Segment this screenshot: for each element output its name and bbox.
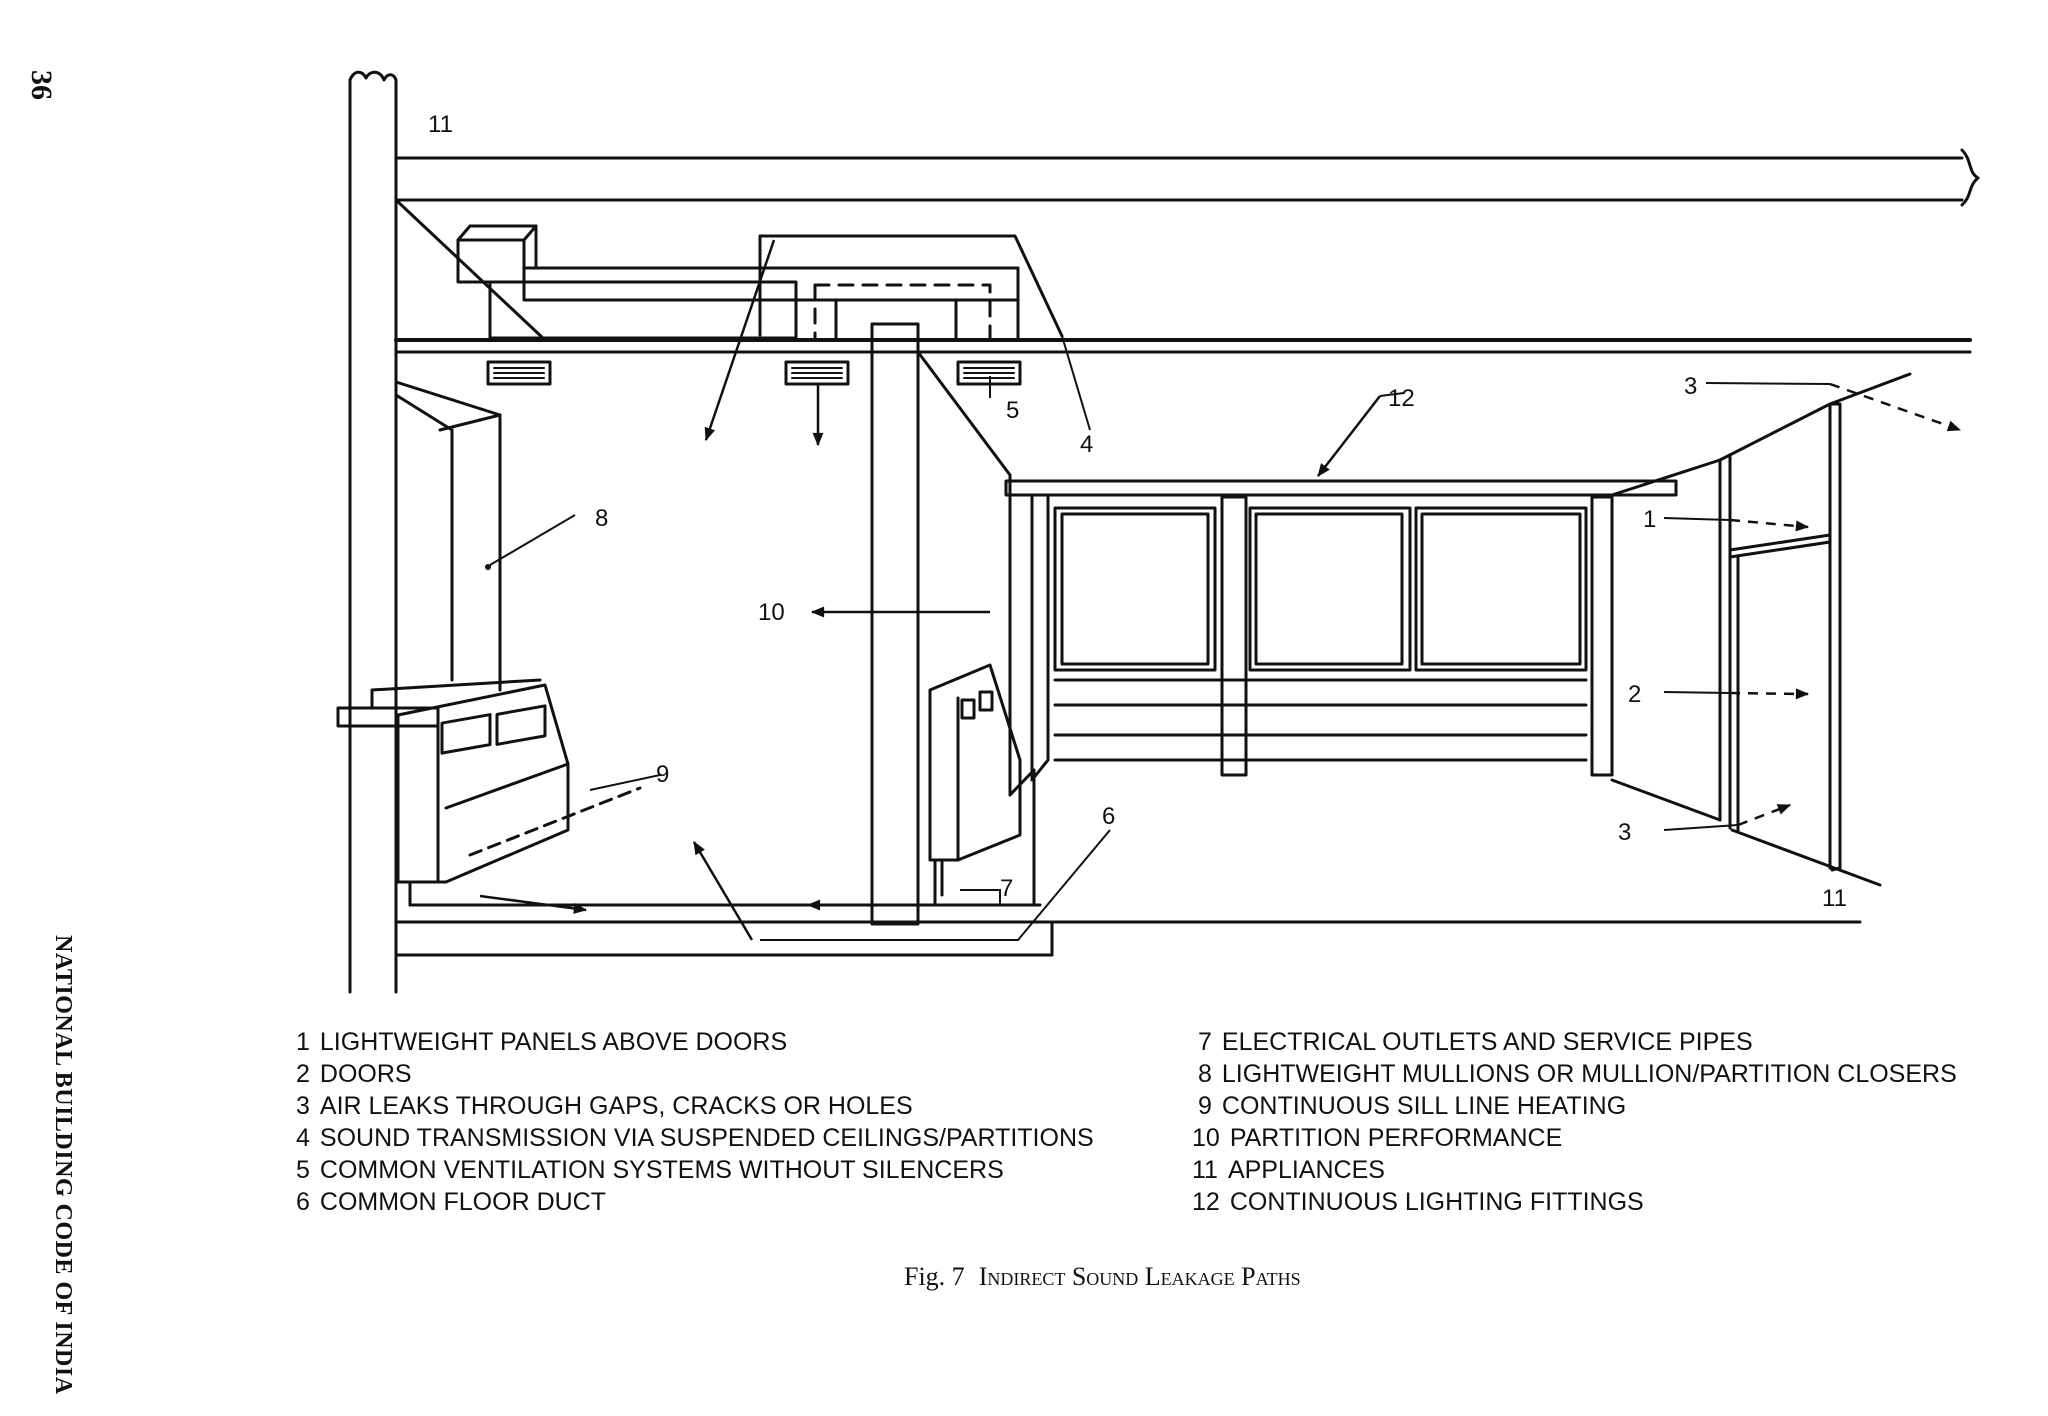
legend-item: 8 LIGHTWEIGHT MULLIONS OR MULLION/PARTITION CLOSERS xyxy=(1198,1060,1957,1088)
page-number: 36 xyxy=(25,70,58,100)
suspended-ceiling xyxy=(396,200,1970,352)
callout-9: 9 xyxy=(656,761,670,788)
legend-item: 7 ELECTRICAL OUTLETS AND SERVICE PIPES xyxy=(1198,1028,1753,1056)
callout-4: 4 xyxy=(1080,431,1094,458)
arrow-3-bottom xyxy=(1738,805,1790,825)
callout-3-bottom: 3 xyxy=(1618,819,1632,846)
callout-11-top: 11 xyxy=(428,111,453,138)
leader-7 xyxy=(960,890,1000,905)
legend-item: 4 SOUND TRANSMISSION VIA SUSPENDED CEILINGS/PARTITIONS xyxy=(296,1124,1094,1152)
legend-item: 11 APPLIANCES xyxy=(1192,1156,1385,1184)
arrow-6 xyxy=(694,842,752,940)
callout-7: 7 xyxy=(1000,875,1014,902)
window-wall xyxy=(1032,460,1720,820)
callout-10: 10 xyxy=(758,599,785,626)
callout-3-top: 3 xyxy=(1684,373,1698,400)
door-frame xyxy=(1720,374,1910,885)
legend-item: 10 PARTITION PERFORMANCE xyxy=(1192,1124,1563,1152)
callout-5: 5 xyxy=(1006,397,1020,424)
arrow-9 xyxy=(480,896,586,910)
ceiling-grille-left xyxy=(488,362,550,384)
leader-8 xyxy=(490,515,575,565)
callout-2: 2 xyxy=(1628,681,1642,708)
floor-duct xyxy=(396,770,1860,955)
upper-floor-slab xyxy=(396,150,1978,205)
legend-left xyxy=(296,1028,1094,1216)
right-heater-unit xyxy=(930,665,1020,905)
legend-right xyxy=(1192,1028,1957,1216)
left-heater-unit xyxy=(398,685,640,905)
arrow-2 xyxy=(1730,693,1808,694)
leader-9 xyxy=(590,775,660,790)
running-head: NATIONAL BUILDING CODE OF INDIA xyxy=(50,935,76,1395)
figure-caption xyxy=(904,1262,1301,1291)
leader-4 xyxy=(1062,336,1090,430)
leader-3-top xyxy=(1706,383,1830,384)
legend-item: 9 CONTINUOUS SILL LINE HEATING xyxy=(1198,1092,1627,1120)
callout-1: 1 xyxy=(1643,506,1657,533)
ceiling-grille-middle xyxy=(786,362,848,384)
ventilation-duct xyxy=(458,226,1018,340)
arrow-12 xyxy=(1318,396,1380,476)
left-wall-column xyxy=(350,72,396,992)
caption-prefix: Fig. 7 xyxy=(904,1262,965,1291)
legend-item: 2 DOORS xyxy=(296,1060,412,1088)
leader-2 xyxy=(1664,692,1730,693)
legend-item: 5 COMMON VENTILATION SYSTEMS WITHOUT SILENCERS xyxy=(296,1156,1004,1184)
leader-8-dot xyxy=(485,564,491,570)
legend-item: 3 AIR LEAKS THROUGH GAPS, CRACKS OR HOLES xyxy=(296,1092,913,1120)
caption-title: Indirect Sound Leakage Paths xyxy=(978,1262,1301,1291)
legend-item: 1 LIGHTWEIGHT PANELS ABOVE DOORS xyxy=(296,1028,788,1056)
leader-3-bottom xyxy=(1664,825,1738,830)
callout-12: 12 xyxy=(1388,385,1415,412)
callout-8: 8 xyxy=(595,505,609,532)
callout-6: 6 xyxy=(1102,803,1116,830)
arrow-3-top xyxy=(1830,384,1960,430)
continuous-light-fitting xyxy=(1006,481,1676,495)
legend-item: 6 COMMON FLOOR DUCT xyxy=(296,1188,607,1216)
legend-item: 12 CONTINUOUS LIGHTING FITTINGS xyxy=(1192,1188,1644,1216)
arrow-1 xyxy=(1730,520,1808,527)
callout-11-bottom: 11 xyxy=(1822,885,1847,912)
